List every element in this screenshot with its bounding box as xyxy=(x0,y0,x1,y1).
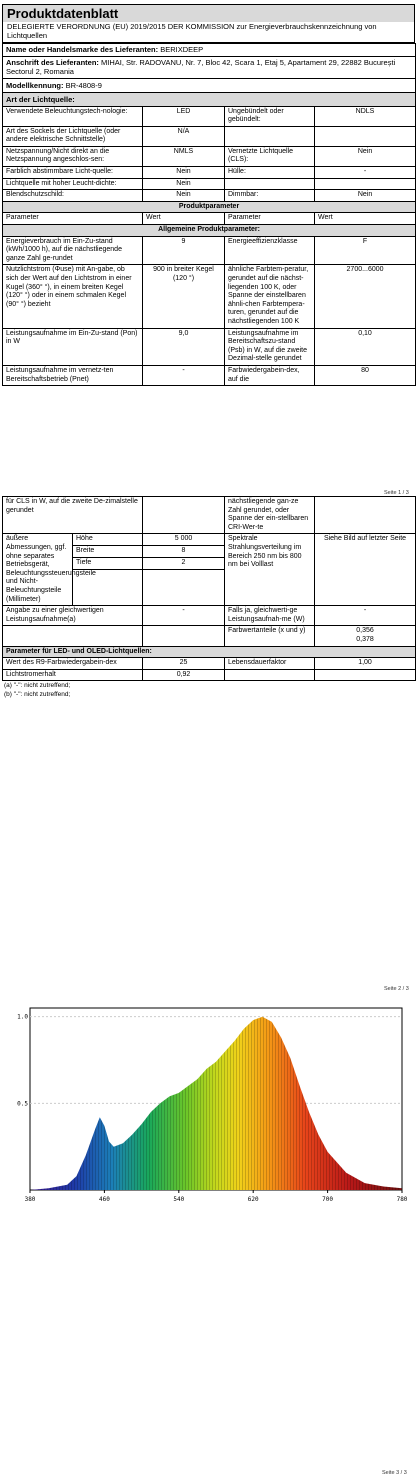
model-id: Modellkennung: BR-4808-9 xyxy=(3,78,416,92)
footnote: (a) "-": nicht zutreffend; xyxy=(4,682,71,690)
light-rows xyxy=(3,106,416,201)
spectrum-chart xyxy=(8,998,409,1218)
y-tick-label: 0.5 xyxy=(17,1100,28,1108)
chromaticity-row: Farbwertanteile (x und y) 0,356 0,378 xyxy=(3,626,416,646)
led-header: Parameter für LED- und OLED-Lichtquellen: xyxy=(3,646,416,658)
dimension-row: Tiefe 2 xyxy=(3,558,416,570)
allgemeine-header: Allgemeine Produktparameter: xyxy=(3,225,416,237)
header xyxy=(2,4,415,43)
table-row: Verwendete Beleuchtungstech-nologie: LED Ungebündelt oder gebündelt: NDLS xyxy=(3,106,416,126)
equivalent-power-row: Angabe zu einer gleichwertigen Leistungsaufnahme(a) - Falls ja, gleichwerti-ge Leistungsaufnah-me (W) - xyxy=(3,606,416,626)
table-row: Wert des R9-Farbwiedergabein-dex 25 Lebensdauerfaktor 1,00 xyxy=(3,658,416,670)
y-tick-label: 1.0 xyxy=(17,1013,28,1021)
y-ticks xyxy=(17,1014,28,1108)
supplier-name: Name oder Handelsmarke des Lieferanten: BERIXDEEP xyxy=(3,44,416,57)
x-tick-label: 380 xyxy=(24,1196,36,1203)
footnote: (b) "-": nicht zutreffend; xyxy=(4,691,71,699)
page-number: Seite 2 / 3 xyxy=(384,986,409,992)
table-row: Leistungsaufnahme im vernetz-ten Bereitschaftsbetrieb (Pnet) - Farbwiedergabein-dex, auf die 80 xyxy=(3,365,416,385)
page-number: Seite 3 / 3 xyxy=(382,1470,407,1476)
page-1-continued xyxy=(0,496,417,699)
column-headers: Parameter Wert Parameter Wert xyxy=(3,213,416,225)
datasheet-table xyxy=(2,43,416,386)
general-rows xyxy=(3,236,416,386)
dimension-row: Breite 8 xyxy=(3,546,416,558)
subtitle: DELEGIERTE VERORDNUNG (EU) 2019/2015 DER KOMMISSION zur Energieverbrauchskennzeichnung von Lichtquellen xyxy=(3,22,414,42)
table-row: Lichtquelle mit hoher Leucht-dichte: Nein xyxy=(3,178,416,190)
table-row: Lichtstromerhalt 0,92 xyxy=(3,669,416,681)
page-1 xyxy=(0,4,417,496)
page-title: Produktdatenblatt xyxy=(7,6,119,21)
table-row: Art des Sockels der Lichtquelle (oder andere elektrische Schnittstelle) N/A xyxy=(3,126,416,146)
table-row: Netzspannung/Nicht direkt an die Netzspannung angeschlos-sen: NMLS Vernetzte Lichtquelle (CLS): Nein xyxy=(3,146,416,166)
light-type-header: Art der Lichtquelle: xyxy=(3,92,416,106)
x-tick-label: 780 xyxy=(396,1196,408,1203)
dimensions-row: äußere Abmessungen, ggf. ohne separates Betriebsgerät, Beleuchtungssteuerungsteile und Nicht-Beleuchtungsteile (Millimeter) Höhe 5 000 Spektrale Strahlungsverteilung im Bereich 250 nm bis 800 nm bei Volllast Siehe Bild auf letzter Seite xyxy=(3,534,416,546)
table-row: Farblich abstimmbare Licht-quelle: Nein Hülle: - xyxy=(3,167,416,179)
produktparameter-header: Produktparameter xyxy=(3,201,416,213)
x-tick-label: 620 xyxy=(247,1196,259,1203)
x-tick-label: 700 xyxy=(322,1196,334,1203)
table-row: Leistungsaufnahme im Ein-Zu-stand (Pon) in W 9,0 Leistungsaufnahme im Bereitschaftszu-stand (Psb) in W, auf die zweite Dezimal-stelle gerundet 0,10 xyxy=(3,328,416,365)
table-row: Blendschutzschild: Nein Dimmbar: Nein xyxy=(3,190,416,202)
supplier-address: Anschrift des Lieferanten: MIHAI, Str. RADOVANU, Nr. 7, Bloc 42, Scara 1, Etaj 5, Apartament 29, 22882 București Sectorul 2, Romania xyxy=(3,56,416,78)
table-row: für CLS in W, auf die zweite De-zimalstelle gerundet nächstliegende gan-ze Zahl gerundet, oder Spanne der ein-stellbaren CRI-Wer-te xyxy=(3,497,416,534)
x-tick-label: 460 xyxy=(98,1196,110,1203)
table-row: Nutzlichtstrom (Φuse) mit An-gabe, ob sich der Wert auf den Lichtstrom in einer Kugel (360° °), in einem breiten Kegel (120° °) oder in einem schmalen Kegel (90° °) bezieht 900 in breiter Kegel (120 °) ähnliche Farbtem-peratur, gerundet auf die nächst-liegenden 100 K, oder Spanne der einstellbaren ähnli-chen Farbtempera-turen, gerundet auf die nächstliegenden 100 K 2700...6000 xyxy=(3,265,416,328)
datasheet-table-continued xyxy=(2,496,416,681)
table-row: Energieverbrauch im Ein-Zu-stand (kWh/1000 h), auf die nächstliegende ganze Zahl ge-rundet 9 Energieeffizienzklasse F xyxy=(3,236,416,265)
x-ticks xyxy=(25,1190,408,1203)
x-tick-label: 540 xyxy=(173,1196,185,1203)
page-number: Seite 1 / 3 xyxy=(384,490,409,496)
